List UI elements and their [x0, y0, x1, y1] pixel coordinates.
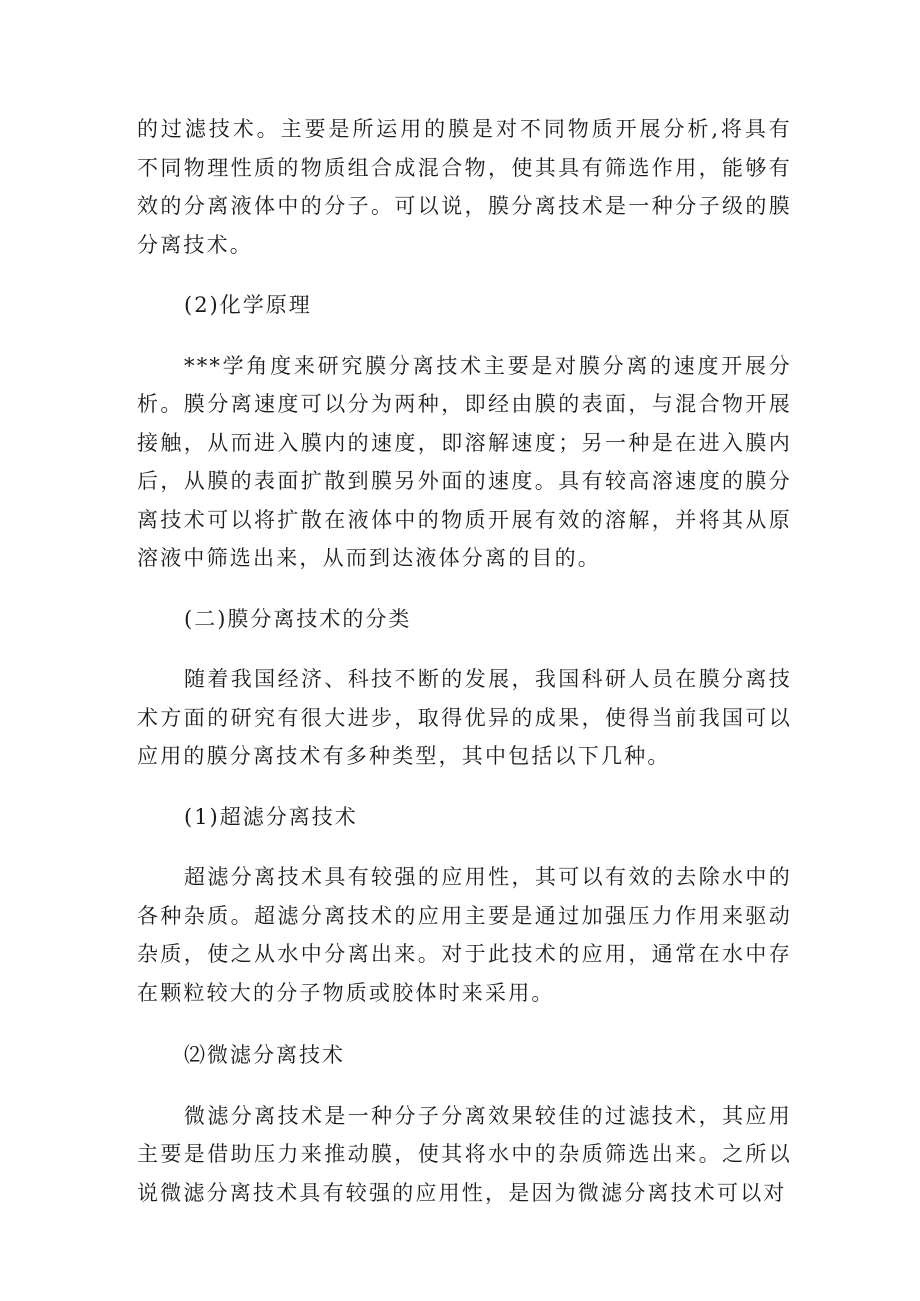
body-paragraph-5: 微滤分离技术是一种分子分离效果较佳的过滤技术，其应用主要是借助压力来推动膜，使其将水中的杂质筛选出来。之所以说微滤分离技术具有较强的应用性，是因为微滤分离技术可以对	[137, 1103, 792, 1205]
section-heading-chemical-principle: (2)化学原理	[184, 293, 312, 317]
section-heading-classification: (二)膜分离技术的分类	[184, 606, 412, 631]
body-paragraph-4: 超滤分离技术具有较强的应用性，其可以有效的去除水中的各种杂质。超滤分离技术的应用主要是通过加强压力作用来驱动杂质，使之从水中分离出来。对于此技术的应用，通常在水中存在颗粒较大的分子物质或胶体时来采用。	[137, 865, 792, 1005]
section-heading-ultrafiltration: (1)超滤分离技术	[184, 804, 358, 829]
body-paragraph-3: 随着我国经济、科技不断的发展，我国科研人员在膜分离技术方面的研究有很大进步，取得优异的成果，使得当前我国可以应用的膜分离技术有多种类型，其中包括以下几种。	[137, 667, 792, 768]
body-paragraph-1: 的过滤技术。主要是所运用的膜是对不同物质开展分析,将具有不同物理性质的物质组合成混合物，使其具有筛选作用，能够有效的分离液体中的分子。可以说，膜分离技术是一种分子级的膜分离技术。	[137, 117, 792, 257]
body-paragraph-2: ***学角度来研究膜分离技术主要是对膜分离的速度开展分析。膜分离速度可以分为两种，即经由膜的表面，与混合物开展接触，从而进入膜内的速度，即溶解速度；另一种是在进入膜内后，从膜的表面扩散到膜另外面的速度。具有较高溶速度的膜分离技术可以将扩散在液体中的物质开展有效的溶解，并将其从原溶液中筛选出来，从而到达液体分离的目的。	[137, 353, 792, 570]
section-heading-microfiltration: ⑵微滤分离技术	[184, 1043, 345, 1067]
